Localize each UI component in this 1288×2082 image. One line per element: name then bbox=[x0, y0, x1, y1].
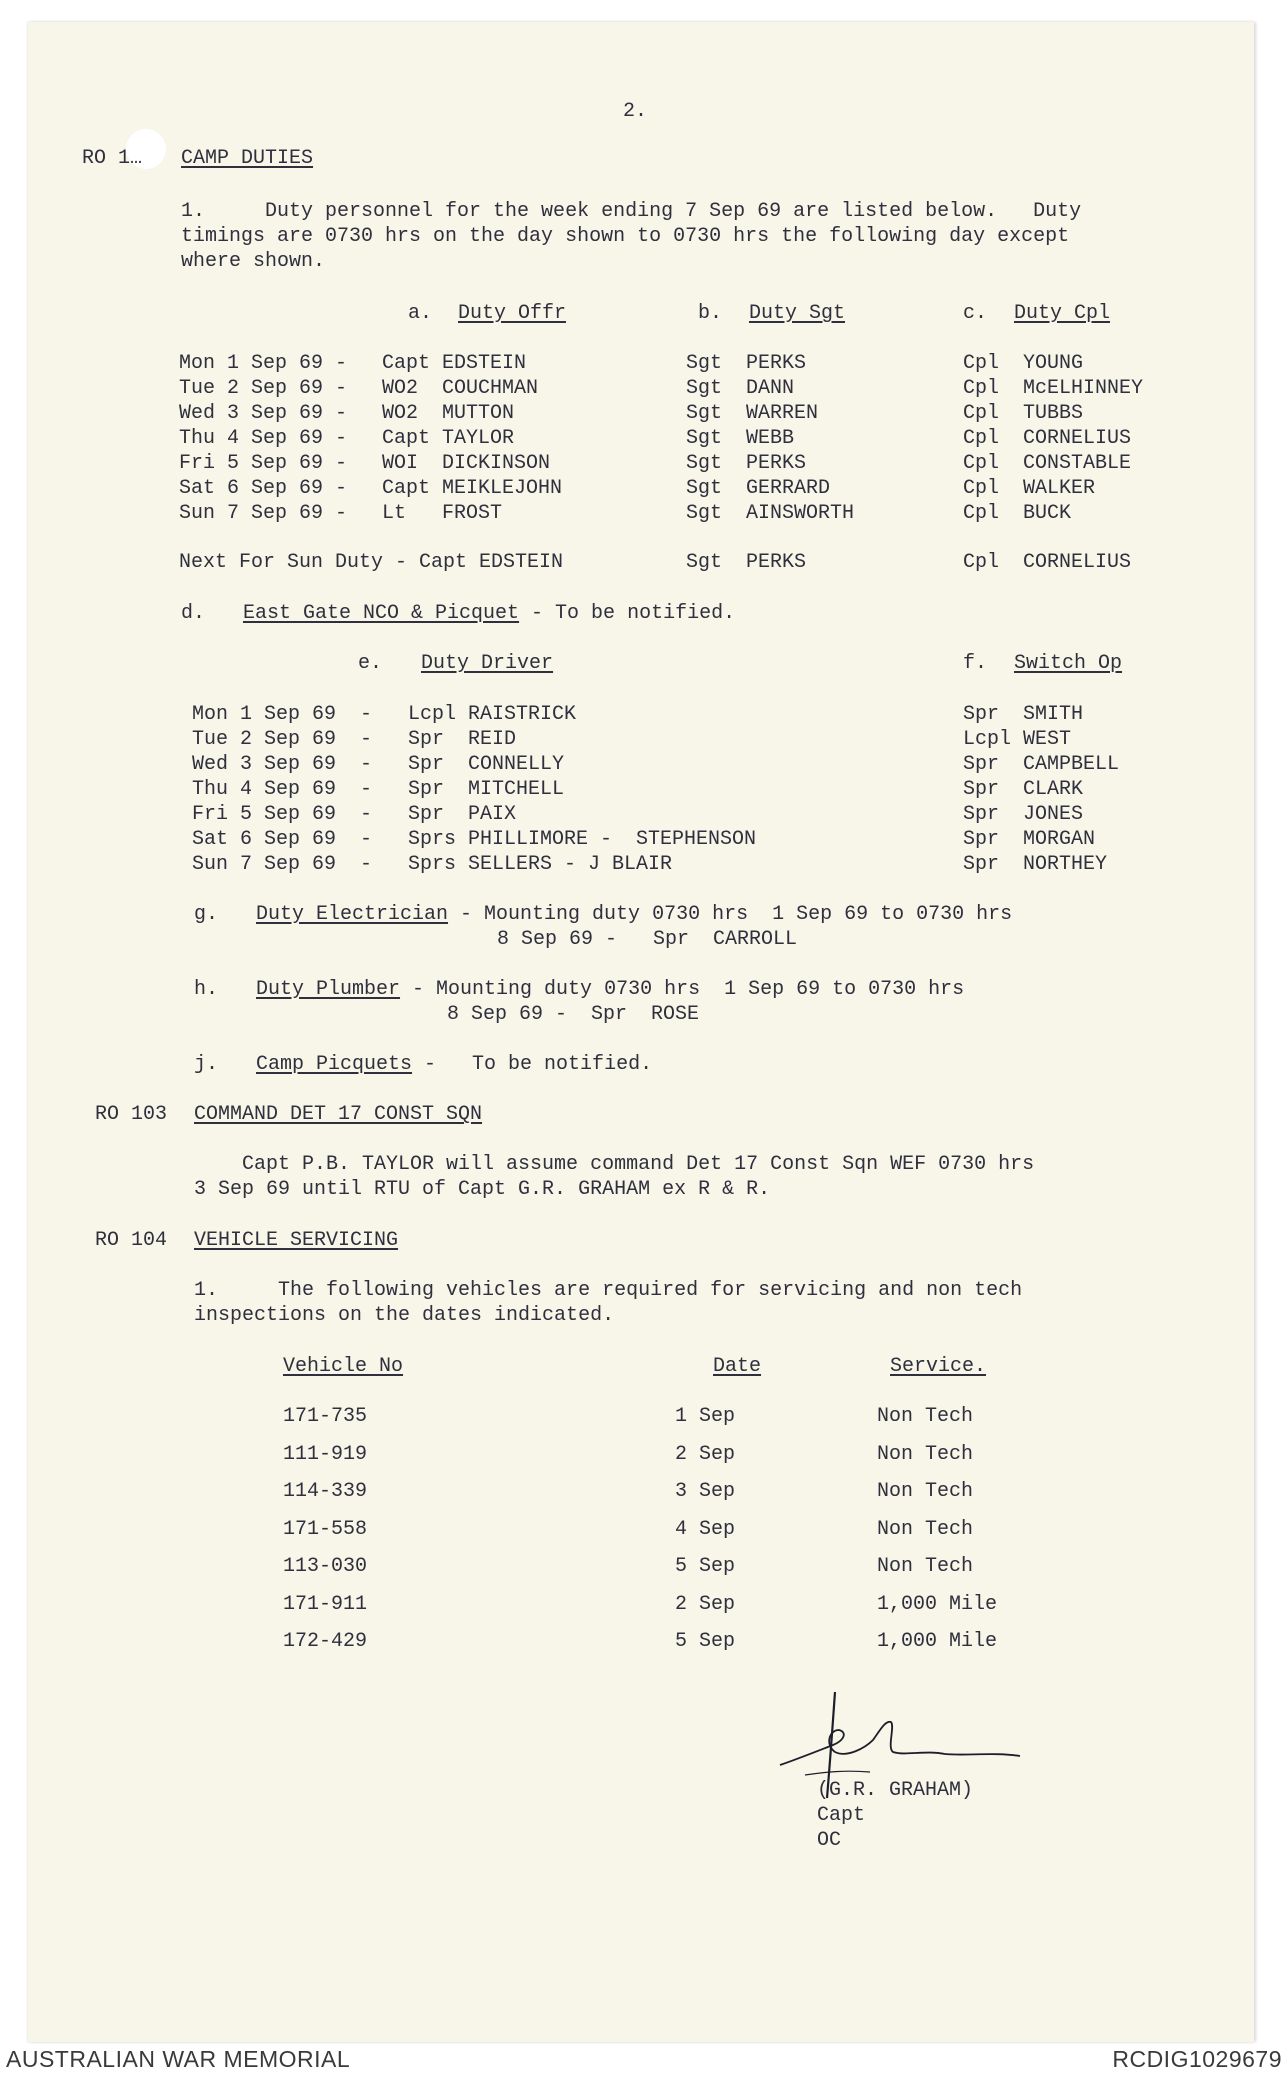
driver-row-switch: Spr SMITH bbox=[963, 703, 1084, 726]
h-text: - Mounting duty 0730 hrs 1 Sep 69 to 0730 hrs bbox=[400, 978, 965, 1001]
duty-row-cpl: Cpl BUCK bbox=[963, 502, 1072, 525]
duty-row-day: Wed 3 Sep 69 - bbox=[179, 402, 348, 425]
f-title: Switch Op bbox=[1014, 652, 1123, 675]
signature-rank: Capt bbox=[817, 1804, 866, 1827]
d-title: East Gate NCO & Picquet bbox=[243, 602, 520, 625]
f-letter: f. bbox=[963, 652, 988, 675]
vehicle-row-date: 2 Sep bbox=[675, 1442, 736, 1466]
duty-row-offr: WO2 MUTTON bbox=[382, 402, 515, 425]
vehicle-row-date: 4 Sep bbox=[675, 1517, 736, 1541]
d-line bbox=[243, 602, 735, 626]
driver-row-day: Sun 7 Sep 69 - bbox=[192, 853, 373, 876]
vehicle-row-number: 171-558 bbox=[283, 1517, 368, 1541]
duty-row-sgt: Sgt AINSWORTH bbox=[686, 502, 855, 525]
signature-name: (G.R. GRAHAM) bbox=[817, 1779, 974, 1802]
driver-row-driver: Sprs SELLERS - J BLAIR bbox=[408, 853, 673, 876]
driver-row-driver: Spr REID bbox=[408, 728, 517, 751]
duty-row-day: Tue 2 Sep 69 - bbox=[179, 377, 348, 400]
driver-row-day: Mon 1 Sep 69 - bbox=[192, 703, 373, 726]
duty-row-offr: Capt TAYLOR bbox=[382, 427, 515, 450]
ro103-para-line1: Capt P.B. TAYLOR will assume command Det 17 Const Sqn WEF 0730 hrs bbox=[194, 1153, 1035, 1176]
duty-row-day: Sat 6 Sep 69 - bbox=[179, 477, 348, 500]
ro104-heading: VEHICLE SERVICING bbox=[194, 1229, 399, 1252]
page-number: 2. bbox=[623, 100, 648, 123]
e-title: Duty Driver bbox=[421, 652, 554, 675]
col-b-letter: b. bbox=[698, 302, 723, 325]
vehicle-row-number: 171-911 bbox=[283, 1592, 368, 1616]
duty-row-cpl: Cpl YOUNG bbox=[963, 352, 1084, 375]
duty-row-offr: Capt EDSTEIN bbox=[382, 352, 527, 375]
ro102-ref: RO 1… bbox=[82, 147, 143, 170]
duty-row-cpl: Cpl CONSTABLE bbox=[963, 452, 1132, 475]
col-a-letter: a. bbox=[408, 302, 433, 325]
footer-archive-name: AUSTRALIAN WAR MEMORIAL bbox=[6, 2046, 351, 2072]
duty-row-sgt: Sgt GERRARD bbox=[686, 477, 831, 500]
driver-row-driver: Lcpl RAISTRICK bbox=[408, 703, 577, 726]
h-line2: 8 Sep 69 - Spr ROSE bbox=[447, 1003, 700, 1026]
h-title: Duty Plumber bbox=[256, 978, 401, 1001]
vehicle-row-date: 3 Sep bbox=[675, 1480, 736, 1503]
footer-record-id: RCDIG1029679 bbox=[1112, 2046, 1282, 2072]
j-letter: j. bbox=[194, 1053, 219, 1076]
e-letter: e. bbox=[358, 652, 383, 675]
vehicle-row-date: 1 Sep bbox=[675, 1405, 736, 1428]
duty-row-cpl: Cpl TUBBS bbox=[963, 402, 1084, 425]
g-title: Duty Electrician bbox=[256, 903, 449, 926]
driver-row-switch: Lcpl WEST bbox=[963, 728, 1072, 751]
driver-row-day: Sat 6 Sep 69 - bbox=[192, 828, 373, 851]
ro104-para-line2: inspections on the dates indicated. bbox=[194, 1304, 615, 1327]
vehicle-row-number: 111-919 bbox=[283, 1442, 368, 1466]
vehicle-row-service: Non Tech bbox=[877, 1405, 974, 1428]
driver-row-switch: Spr CAMPBELL bbox=[963, 753, 1120, 776]
vehicle-row-date: 2 Sep bbox=[675, 1592, 736, 1616]
duty-row-cpl: Cpl McELHINNEY bbox=[963, 377, 1144, 400]
ro102-para1-line3: where shown. bbox=[181, 250, 326, 273]
driver-row-switch: Spr MORGAN bbox=[963, 828, 1096, 851]
g-text: - Mounting duty 0730 hrs 1 Sep 69 to 0730 hrs bbox=[448, 903, 1013, 926]
ro102-para1-line1: 1. Duty personnel for the week ending 7 Sep 69 are listed below. Duty bbox=[181, 200, 1082, 223]
duty-row-sgt: Sgt WARREN bbox=[686, 402, 819, 425]
driver-row-driver: Spr CONNELLY bbox=[408, 753, 565, 776]
next-sun-label: Next For Sun Duty - Capt EDSTEIN bbox=[179, 551, 564, 574]
duty-row-day: Fri 5 Sep 69 - bbox=[179, 452, 348, 475]
duty-row-offr: Capt MEIKLEJOHN bbox=[382, 477, 563, 500]
vehicle-row-service: Non Tech bbox=[877, 1555, 974, 1578]
driver-row-driver: Sprs PHILLIMORE - STEPHENSON bbox=[408, 828, 757, 851]
j-line bbox=[256, 1053, 652, 1077]
vehicle-header-date: Date bbox=[713, 1355, 762, 1378]
driver-row-switch: Spr JONES bbox=[963, 803, 1084, 826]
h-line1 bbox=[256, 978, 964, 1002]
driver-row-switch: Spr NORTHEY bbox=[963, 853, 1108, 876]
d-letter: d. bbox=[181, 602, 206, 625]
duty-row-day: Mon 1 Sep 69 - bbox=[179, 352, 348, 375]
vehicle-row-number: 171-735 bbox=[283, 1405, 368, 1428]
vehicle-header-vehicle: Vehicle No bbox=[283, 1355, 404, 1378]
driver-row-day: Wed 3 Sep 69 - bbox=[192, 753, 373, 776]
duty-row-sgt: Sgt WEBB bbox=[686, 427, 795, 450]
duty-row-day: Sun 7 Sep 69 - bbox=[179, 502, 348, 525]
g-line1 bbox=[256, 903, 1012, 927]
driver-row-driver: Spr PAIX bbox=[408, 803, 517, 826]
vehicle-row-service: 1,000 Mile bbox=[877, 1630, 998, 1653]
col-c-title: Duty Cpl bbox=[1014, 302, 1111, 325]
col-b-title: Duty Sgt bbox=[749, 302, 846, 325]
vehicle-header-service: Service. bbox=[890, 1355, 987, 1378]
ro104-para-line1: 1. The following vehicles are required for servicing and non tech bbox=[194, 1279, 1023, 1302]
j-text: - To be notified. bbox=[412, 1053, 653, 1076]
duty-row-offr: WO2 COUCHMAN bbox=[382, 377, 539, 400]
duty-row-offr: WOI DICKINSON bbox=[382, 452, 551, 475]
vehicle-row-date: 5 Sep bbox=[675, 1630, 736, 1653]
vehicle-row-number: 113-030 bbox=[283, 1555, 368, 1578]
ro104-ref: RO 104 bbox=[95, 1229, 168, 1252]
driver-row-day: Fri 5 Sep 69 - bbox=[192, 803, 373, 826]
driver-row-driver: Spr MITCHELL bbox=[408, 778, 565, 801]
next-sun-cpl: Cpl CORNELIUS bbox=[963, 551, 1132, 574]
vehicle-row-service: Non Tech bbox=[877, 1480, 974, 1503]
h-letter: h. bbox=[194, 978, 219, 1001]
j-title: Camp Picquets bbox=[256, 1053, 413, 1076]
duty-row-day: Thu 4 Sep 69 - bbox=[179, 427, 348, 450]
vehicle-row-service: 1,000 Mile bbox=[877, 1592, 998, 1616]
col-a-title: Duty Offr bbox=[458, 302, 567, 325]
ro102-heading: CAMP DUTIES bbox=[181, 147, 314, 170]
vehicle-row-number: 114-339 bbox=[283, 1480, 368, 1503]
g-letter: g. bbox=[194, 903, 219, 926]
g-line2: 8 Sep 69 - Spr CARROLL bbox=[497, 928, 798, 951]
vehicle-row-service: Non Tech bbox=[877, 1517, 974, 1541]
next-sun-sgt: Sgt PERKS bbox=[686, 551, 807, 574]
duty-row-sgt: Sgt PERKS bbox=[686, 452, 807, 475]
vehicle-row-service: Non Tech bbox=[877, 1442, 974, 1466]
d-text: - To be notified. bbox=[519, 602, 736, 625]
duty-row-sgt: Sgt DANN bbox=[686, 377, 795, 400]
driver-row-day: Tue 2 Sep 69 - bbox=[192, 728, 373, 751]
duty-row-cpl: Cpl CORNELIUS bbox=[963, 427, 1132, 450]
ro103-para-line2: 3 Sep 69 until RTU of Capt G.R. GRAHAM ex R & R. bbox=[194, 1178, 771, 1201]
col-c-letter: c. bbox=[963, 302, 988, 325]
ro103-heading: COMMAND DET 17 CONST SQN bbox=[194, 1103, 483, 1126]
duty-row-cpl: Cpl WALKER bbox=[963, 477, 1096, 500]
duty-row-sgt: Sgt PERKS bbox=[686, 352, 807, 375]
duty-row-offr: Lt FROST bbox=[382, 502, 503, 525]
signature-role: OC bbox=[817, 1829, 842, 1852]
vehicle-row-number: 172-429 bbox=[283, 1630, 368, 1653]
driver-row-switch: Spr CLARK bbox=[963, 778, 1084, 801]
ro102-para1-line2: timings are 0730 hrs on the day shown to 0730 hrs the following day except bbox=[181, 225, 1070, 248]
vehicle-row-date: 5 Sep bbox=[675, 1555, 736, 1578]
driver-row-day: Thu 4 Sep 69 - bbox=[192, 778, 373, 801]
ro103-ref: RO 103 bbox=[95, 1103, 168, 1126]
